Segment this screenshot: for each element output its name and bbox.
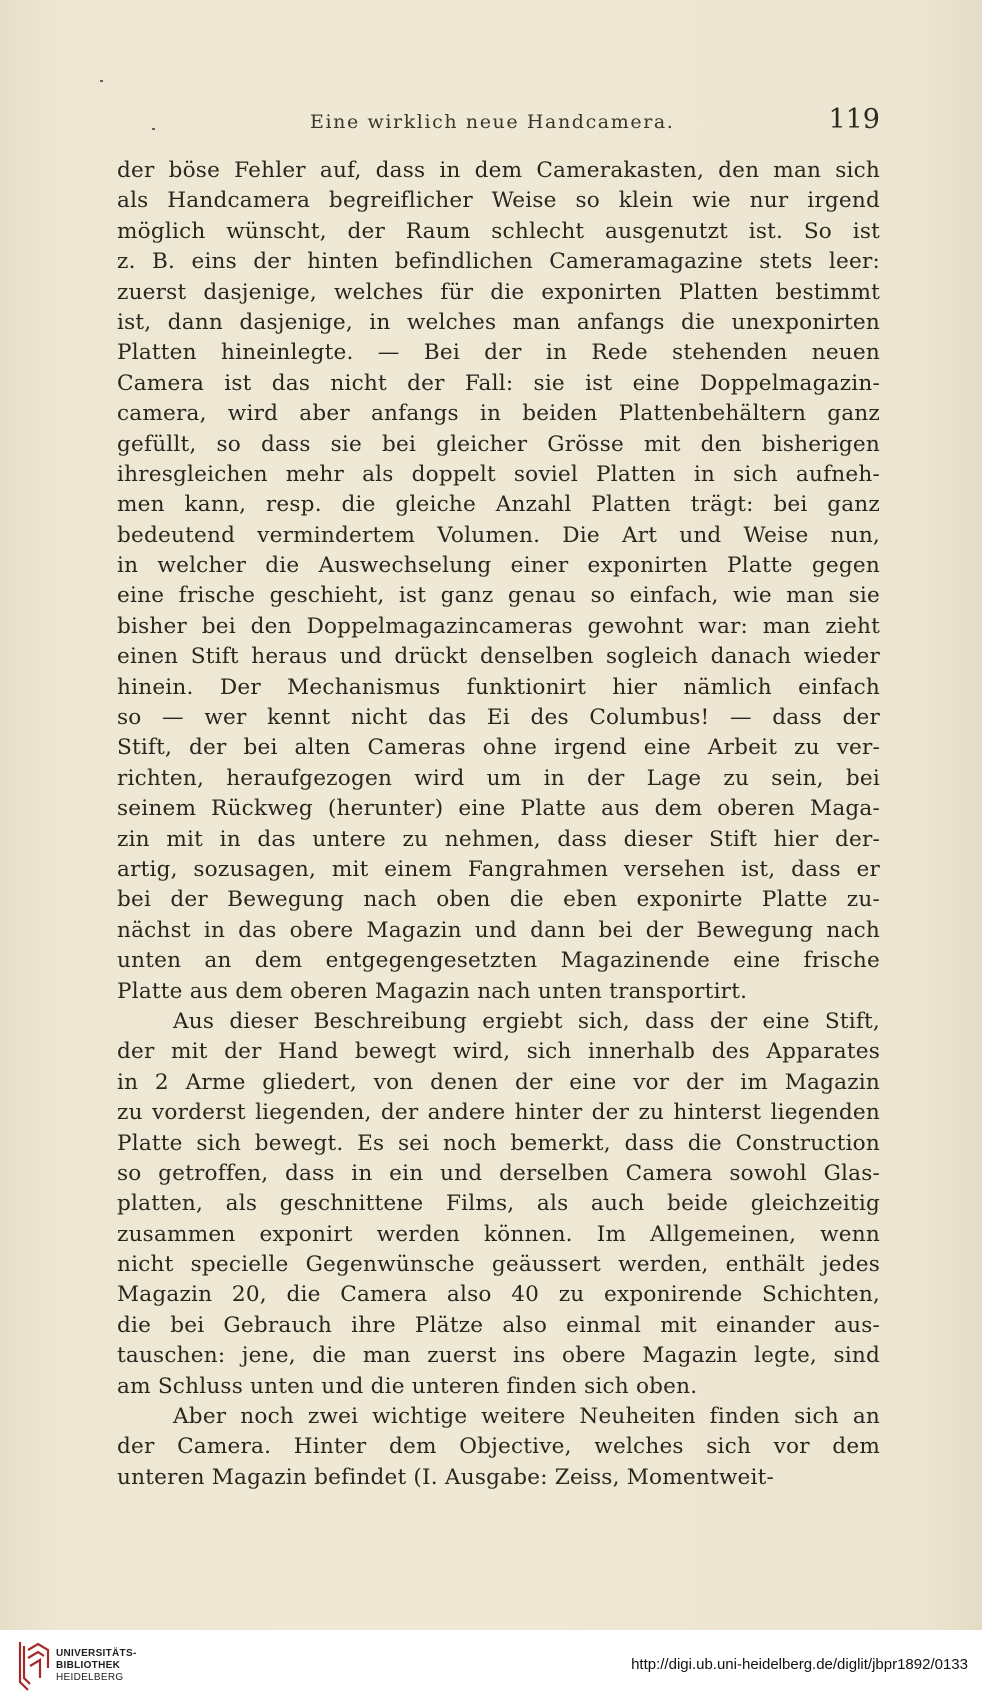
text-line: einen Stift heraus und drückt denselben sogleich danach wieder <box>117 644 880 670</box>
text-line: am Schluss unten und die unteren finden sich oben. <box>117 1373 698 1399</box>
paragraph <box>117 1402 880 1493</box>
text-line: zin mit in das untere zu nehmen, dass dieser Stift hier der- <box>117 826 880 852</box>
text-line: richten, heraufgezogen wird um in der Lage zu sein, bei <box>117 765 880 791</box>
text-line: Stift, der bei alten Cameras ohne irgend eine Arbeit zu ver- <box>117 735 880 761</box>
text-line: möglich wünscht, der Raum schlecht ausgenutzt ist. So ist <box>117 218 880 244</box>
library-name-line-3: HEIDELBERG <box>56 1672 124 1683</box>
source-url-link[interactable]: http://digi.ub.uni-heidelberg.de/diglit/jbpr1892/0133 <box>631 1656 968 1673</box>
text-line: so getroffen, dass in ein und derselben Camera sowohl Glas- <box>117 1160 880 1186</box>
text-line: Magazin 20, die Camera also 40 zu exponirende Schichten, <box>117 1282 880 1308</box>
library-name-line-1: UNIVERSITÄTS- <box>56 1648 137 1659</box>
running-head <box>120 104 880 134</box>
text-line: z. B. eins der hinten befindlichen Cameramagazine stets leer: <box>117 249 880 275</box>
text-line: zu vorderst liegenden, der andere hinter der zu hinterst liegenden <box>117 1100 880 1126</box>
text-line: der Camera. Hinter dem Objective, welches sich vor dem <box>117 1434 880 1460</box>
text-line: artig, sozusagen, mit einem Fangrahmen versehen ist, dass er <box>117 856 880 882</box>
text-line: tauschen: jene, die man zuerst ins obere Magazin legte, sind <box>117 1343 880 1369</box>
text-line: seinem Rückweg (herunter) eine Platte aus dem oberen Maga- <box>117 796 880 822</box>
text-line: eine frische geschieht, ist ganz genau so einfach, wie man sie <box>117 583 880 609</box>
text-line: Platte aus dem oberen Magazin nach unten transportirt. <box>117 978 748 1004</box>
text-line: als Handcamera begreiflicher Weise so klein wie nur irgend <box>117 188 880 214</box>
text-line: Aber noch zwei wichtige weitere Neuheiten finden sich an <box>173 1404 880 1430</box>
text-line: der böse Fehler auf, dass in dem Camerakasten, den man sich <box>117 158 880 183</box>
text-line: bisher bei den Doppelmagazincameras gewohnt war: man zieht <box>117 613 880 639</box>
text-line: platten, als geschnittene Films, als auch beide gleichzeitig <box>117 1191 880 1217</box>
footer-bar <box>0 1630 982 1702</box>
text-line: gefüllt, so dass sie bei gleicher Grösse mit den bisherigen <box>117 431 880 457</box>
text-line: Aus dieser Beschreibung ergiebt sich, dass der eine Stift, <box>173 1008 880 1034</box>
text-line: die bei Gebrauch ihre Plätze also einmal mit einander aus- <box>117 1312 880 1338</box>
text-line: ist, dann dasjenige, in welches man anfangs die unexponirten <box>117 309 880 335</box>
text-line: Platte sich bewegt. Es sei noch bemerkt, dass die Construction <box>117 1130 880 1156</box>
text-line: zusammen exponirt werden können. Im Allgemeinen, wenn <box>117 1221 880 1247</box>
library-name-line-2: BIBLIOTHEK <box>56 1660 121 1671</box>
text-line: nächst in das obere Magazin und dann bei der Bewegung nach <box>117 917 880 943</box>
text-line: unten an dem entgegengesetzten Magazinende eine frische <box>117 948 880 974</box>
text-line: zuerst dasjenige, welches für die exponirten Platten bestimmt <box>117 279 880 305</box>
text-line: in welcher die Auswechselung einer exponirten Platte gegen <box>117 553 880 579</box>
text-line: unteren Magazin befindet (I. Ausgabe: Zeiss, Momentweit- <box>117 1464 775 1490</box>
text-line: camera, wird aber anfangs in beiden Plattenbehältern ganz <box>117 401 880 427</box>
university-logo-icon <box>14 1638 54 1694</box>
text-line: Platten hineinlegte. — Bei der in Rede stehenden neuen <box>117 340 880 366</box>
text-line: men kann, resp. die gleiche Anzahl Platten trägt: bei ganz <box>117 492 880 518</box>
paragraphs <box>117 156 880 1493</box>
body-text <box>117 156 880 1493</box>
text-line: bei der Bewegung nach oben die eben exponirte Platte zu- <box>117 887 880 913</box>
text-line: ihresgleichen mehr als doppelt soviel Platten in sich aufneh- <box>117 461 880 487</box>
text-line: der mit der Hand bewegt wird, sich innerhalb des Apparates <box>117 1039 880 1065</box>
text-line: hinein. Der Mechanismus funktionirt hier nämlich einfach <box>117 674 880 700</box>
text-line: Camera ist das nicht der Fall: sie ist eine Doppelmagazin- <box>117 370 880 396</box>
running-title: Eine wirklich neue Handcamera. <box>310 111 675 133</box>
text-line: in 2 Arme gliedert, von denen der eine vor der im Magazin <box>117 1069 880 1095</box>
page-number: 119 <box>828 104 880 135</box>
text-line: bedeutend vermindertem Volumen. Die Art und Weise nun, <box>117 522 880 548</box>
scan-speck <box>100 80 103 82</box>
library-name <box>56 1648 137 1684</box>
text-line: so — wer kennt nicht das Ei des Columbus! — dass der <box>117 705 880 731</box>
paragraph <box>117 156 880 1007</box>
paragraph <box>117 1007 880 1402</box>
text-line: nicht specielle Gegenwünsche geäussert werden, enthält jedes <box>117 1252 880 1278</box>
